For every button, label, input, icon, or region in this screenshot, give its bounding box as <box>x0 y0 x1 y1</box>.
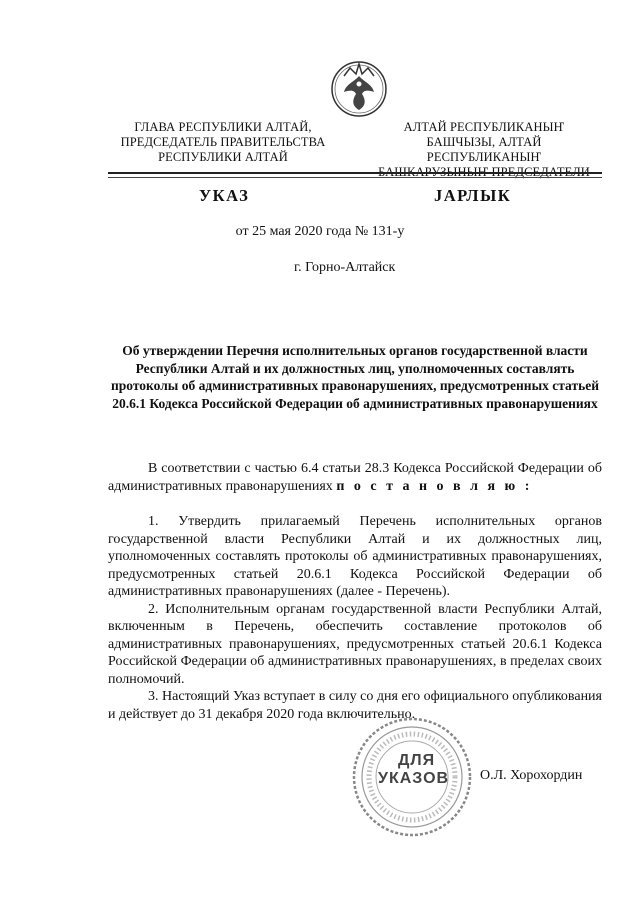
item-paragraph-2: 2. Исполнительным органам государственной власти Республики Алтай, включенным в Перечень, обеспечить составление протоколов об административных правонарушениях, предусмотренных статьей 20.6.1 Кодекса Российской Федерации об административных правонарушениях, в пределах своих полномочий. <box>108 601 602 687</box>
header-right-line: АЛТАЙ РЕСПУБЛИКАНЫҤ <box>403 120 565 134</box>
decree-city: г. Горно-Алтайск <box>294 260 396 275</box>
preamble-text: В соответствии с частью 6.4 статьи 28.3 Кодекса Российской Федерации об административных правонарушениях <box>108 461 602 494</box>
seal-text-line2: УКАЗОВ <box>378 770 450 787</box>
preamble-keyword: п о с т а н о в л я ю : <box>336 478 533 494</box>
decree-heading: Об утверждении Перечня исполнительных органов государственной власти Республики Алтай и их должностных лиц, уполномоченных составлять протоколы об административных правонарушениях, предусмотренных статьей 20.6.1 Кодекса Российской Федерации об административных правонарушениях <box>111 343 599 411</box>
header-left-line: ГЛАВА РЕСПУБЛИКИ АЛТАЙ, <box>134 120 312 134</box>
decree-title-russian: УКАЗ <box>199 186 250 205</box>
header-right-block <box>368 120 600 180</box>
header-divider-thick <box>108 172 602 174</box>
coat-of-arms-icon <box>330 56 388 122</box>
header-left-line: ПРЕДСЕДАТЕЛЬ ПРАВИТЕЛЬСТВА <box>120 135 326 149</box>
signer-name: О.Л. Хорохордин <box>480 768 583 783</box>
header-left-block <box>118 120 328 165</box>
decree-title-altai: JАРЛЫК <box>434 186 512 205</box>
preamble-paragraph <box>108 460 602 495</box>
decree-date-number: от 25 мая 2020 года № 131-у <box>235 224 405 239</box>
item-paragraph-1: 1. Утвердить прилагаемый Перечень исполнительных органов государственной власти Республики Алтай и их должностных лиц, уполномоченных составлять протоколы об административных правонарушениях, предусмотренных статьей 20.6.1 Кодекса Российской Федерации об административных правонарушениях (далее - Перечень). <box>108 514 602 599</box>
decree-body <box>108 460 602 723</box>
header-left-line: РЕСПУБЛИКИ АЛТАЙ <box>158 150 288 164</box>
header-right-line: БАШКАРУЗЫНЫҤ ПРЕДСЕДАТЕЛИ <box>378 165 590 179</box>
item-paragraph-3: 3. Настоящий Указ вступает в силу со дня его официального опубликования и действует до 31 декабря 2020 года включительно. <box>108 689 602 722</box>
header-divider-thin <box>108 177 602 178</box>
header-right-line: БАШЧЫЗЫ, АЛТАЙ РЕСПУБЛИКАНЫҤ <box>426 135 542 164</box>
seal-text-line1: ДЛЯ <box>398 752 436 769</box>
